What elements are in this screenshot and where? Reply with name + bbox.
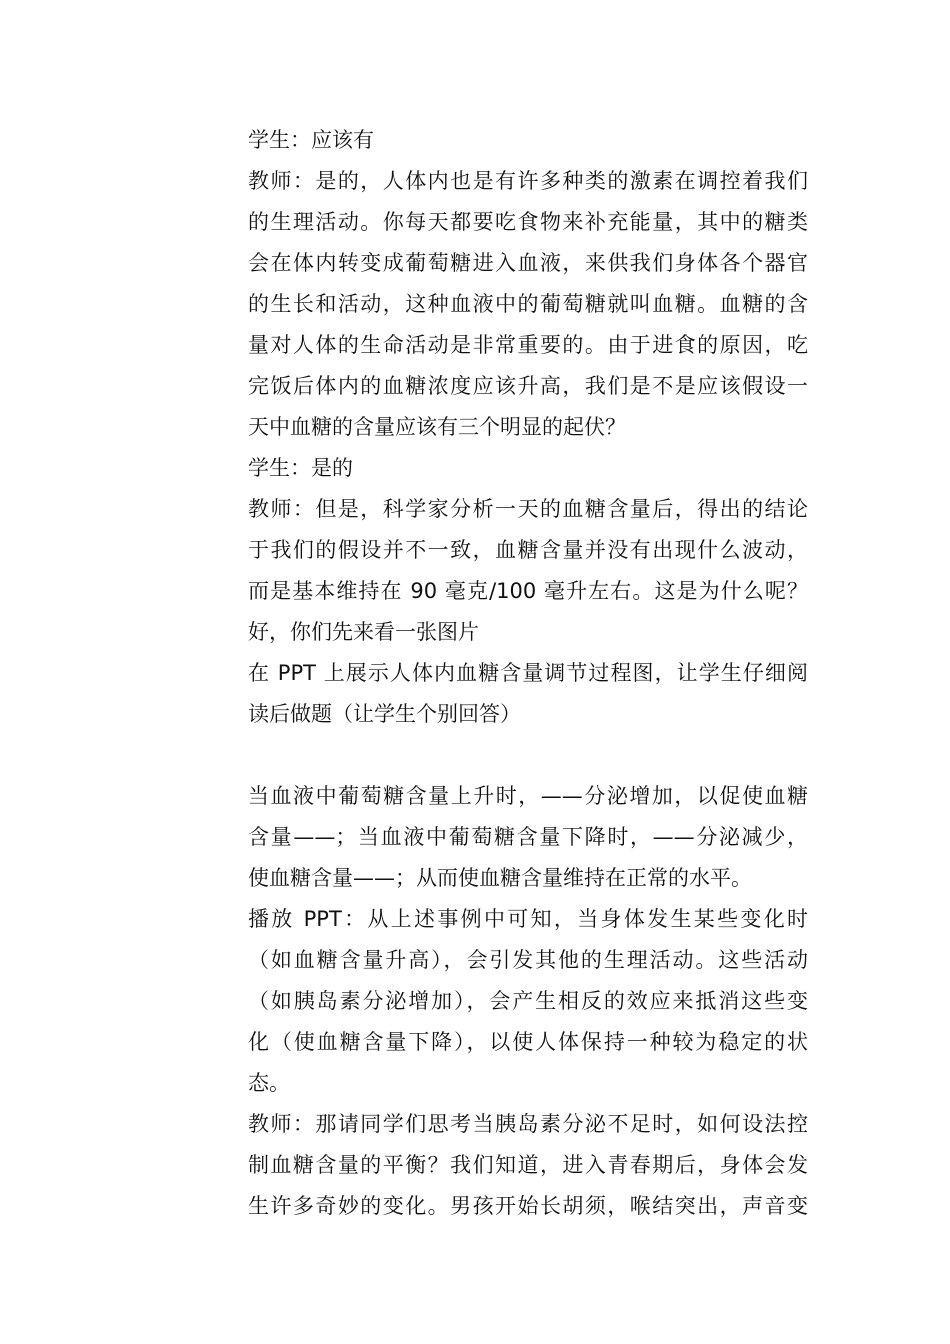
text-line: 完饭后体内的血糖浓度应该升高，我们是不是应该假设一	[248, 374, 808, 398]
text-line: 会在体内转变成葡萄糖进入血液，来供我们身体各个器官	[248, 251, 808, 275]
text-line: 读后做题（让学生个别回答）	[248, 702, 521, 726]
text-line: 好，你们先来看一张图片	[248, 620, 479, 644]
text-line: 的生长和活动，这种血液中的葡萄糖就叫血糖。血糖的含	[248, 292, 808, 316]
text-line: 教师：那请同学们思考当胰岛素分泌不足时，如何设法控	[248, 1112, 808, 1136]
paragraph-gap	[248, 735, 808, 776]
text-line: 制血糖含量的平衡？我们知道，进入青春期后，身体会发	[248, 1153, 808, 1177]
text-line: 态。	[248, 1071, 290, 1095]
text-line: 学生：应该有	[248, 128, 374, 152]
document-body	[248, 120, 808, 1227]
text-line: 的生理活动。你每天都要吃食物来补充能量，其中的糖类	[248, 210, 808, 234]
text-line: 化（使血糖含量下降），以使人体保持一种较为稳定的状	[248, 1030, 808, 1054]
text-line: 在 PPT 上展示人体内血糖含量调节过程图，让学生仔细阅	[248, 661, 808, 685]
text-line: 教师：是的，人体内也是有许多种类的激素在调控着我们	[248, 169, 808, 193]
text-line: 生许多奇妙的变化。男孩开始长胡须，喉结突出，声音变	[248, 1194, 808, 1218]
text-line: 含量——；当血液中葡萄糖含量下降时，——分泌减少，	[248, 825, 808, 849]
text-line: 当血液中葡萄糖含量上升时，——分泌增加，以促使血糖	[248, 784, 808, 808]
text-line: 而是基本维持在 90 毫克/100 毫升左右。这是为什么呢？	[248, 579, 808, 603]
text-line: （如胰岛素分泌增加），会产生相反的效应来抵消这些变	[248, 989, 808, 1013]
text-line: 使血糖含量——；从而使血糖含量维持在正常的水平。	[248, 866, 752, 890]
text-line: 教师：但是，科学家分析一天的血糖含量后，得出的结论	[248, 497, 808, 521]
text-line: 学生：是的	[248, 456, 353, 480]
text-line: （如血糖含量升高），会引发其他的生理活动。这些活动	[248, 948, 808, 972]
text-line: 天中血糖的含量应该有三个明显的起伏？	[248, 415, 626, 439]
text-line: 于我们的假设并不一致，血糖含量并没有出现什么波动，	[248, 538, 808, 562]
text-line: 播放 PPT：从上述事例中可知，当身体发生某些变化时	[248, 907, 808, 931]
text-line: 量对人体的生命活动是非常重要的。由于进食的原因，吃	[248, 333, 808, 357]
